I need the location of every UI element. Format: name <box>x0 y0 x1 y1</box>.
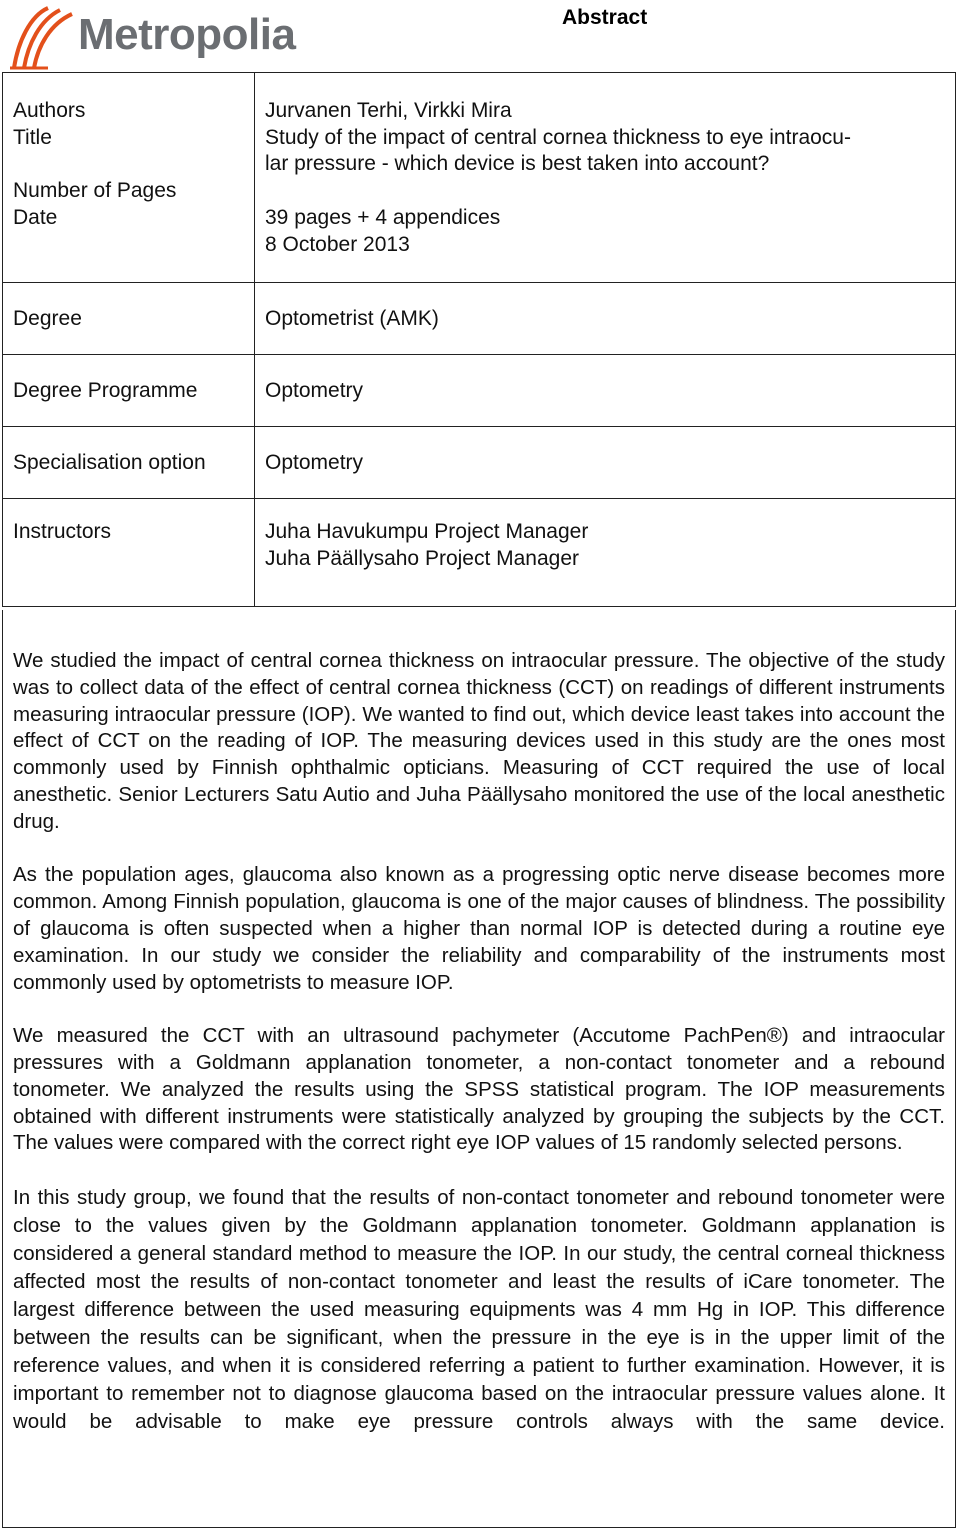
table-row <box>3 73 956 283</box>
metropolia-logo-mark-icon <box>8 2 78 72</box>
instructors-value <box>255 499 956 607</box>
specialisation-value: Optometry <box>255 427 956 499</box>
metropolia-logo <box>8 2 328 72</box>
degree-value: Optometrist (AMK) <box>255 283 956 355</box>
programme-value: Optometry <box>255 355 956 427</box>
abstract-body <box>2 610 956 1528</box>
value-cell <box>255 73 956 283</box>
abstract-paragraph-3: We measured the CCT with an ultrasound pachymeter (Accutome PachPen®) and intraocular pressures with a Goldmann applanation tonometer, a non-contact tonometer and a rebound tonometer. We analyzed the results using the SPSS statistical program. The IOP measurements obtained with different instruments were statistically analyzed by grouping the subjects by the CCT. The values were compared with the correct right eye IOP values of 15 randomly selected persons. <box>13 1024 945 1155</box>
date-value: 8 October 2013 <box>265 232 410 256</box>
title-value-line2: lar pressure - which device is best taken into account? <box>265 152 770 176</box>
pages-value: 39 pages + 4 appendices <box>265 206 501 230</box>
pages-label: Number of Pages <box>13 179 177 203</box>
instructors-label: Instructors <box>3 499 255 607</box>
title-label: Title <box>13 125 52 149</box>
page-header <box>0 0 960 72</box>
abstract-paragraph-1: We studied the impact of central cornea thickness on intraocular pressure. The objective of the study was to collect data of the effect of central cornea thickness (CCT) on readings of different instruments measuring intraocular pressure (IOP). We wanted to find out, which device least takes into account the effect of CCT on the reading of IOP. The measuring devices used in this study are the ones most commonly used by Finnish ophthalmic opticians. Measuring of CCT required the use of local anesthetic. Senior Lecturers Satu Autio and Juha Päällysaho monitored the use of the local anesthetic drug. <box>13 649 945 833</box>
authors-value: Jurvanen Terhi, Virkki Mira <box>265 99 512 122</box>
page-title: Abstract <box>562 6 648 29</box>
thesis-metadata-table <box>2 72 956 607</box>
degree-label: Degree <box>3 283 255 355</box>
specialisation-label: Specialisation option <box>3 427 255 499</box>
instructor-2: Juha Päällysaho Project Manager <box>265 546 580 570</box>
abstract-paragraph-4: In this study group, we found that the results of non-contact tonometer and rebound tonometer were close to the values given by the Goldmann applanation tonometer. Goldmann applanation is considered a general standard method to measure the IOP. In our study, the central corneal thickness affected most the results of non-contact tonometer and least the results of iCare tonometer. The largest difference between the used measuring equipments was 4 mm Hg in IOP. This difference between the results can be significant, when the pressure in the eye is in the upper limit of the reference values, and when it is considered referring a patient to further examination. However, it is important to remember not to diagnose glaucoma based on the intraocular pressure values alone. It would be advisable to make eye pressure controls always with the same device. <box>13 1185 945 1433</box>
table-row <box>3 355 956 427</box>
title-value-line1: Study of the impact of central cornea thickness to eye intraocu- <box>265 125 851 149</box>
authors-label: Authors <box>13 99 86 122</box>
programme-label: Degree Programme <box>3 355 255 427</box>
table-row <box>3 283 956 355</box>
date-label: Date <box>13 205 58 229</box>
table-row <box>3 427 956 499</box>
abstract-paragraph-2: As the population ages, glaucoma also known as a progressing optic nerve disease becomes more common. Among Finnish population, glaucoma is one of the major causes of blindness. The possibility of glaucoma is often suspected when a higher than normal IOP is detected during a routine eye examination. In our study we consider the reliability and comparability of the instruments most commonly used by optometrists to measure IOP. <box>13 863 945 994</box>
logo-wordmark: Metropolia <box>78 10 296 59</box>
table-row <box>3 499 956 607</box>
instructor-1: Juha Havukumpu Project Manager <box>265 520 589 543</box>
label-cell <box>3 73 255 283</box>
